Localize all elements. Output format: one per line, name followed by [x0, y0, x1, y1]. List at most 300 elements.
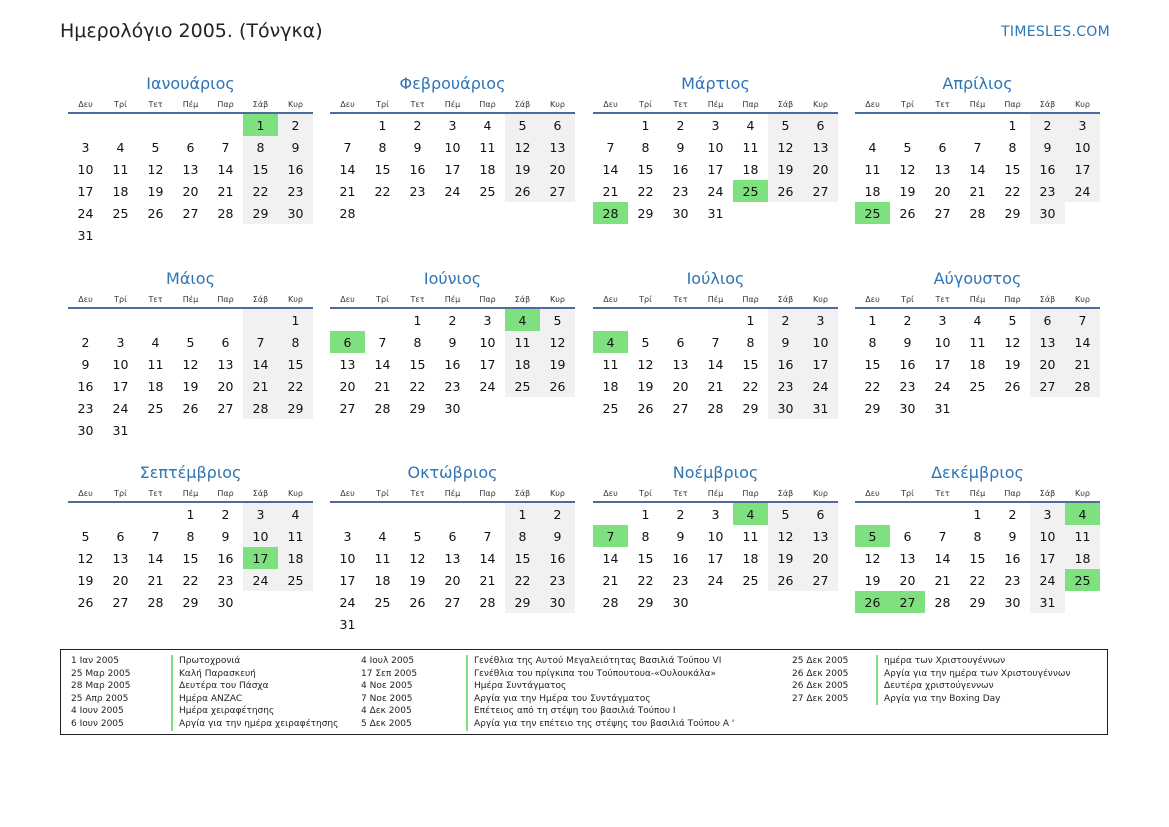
day-cell[interactable]: 3	[1065, 113, 1100, 136]
day-cell[interactable]: 15	[637, 550, 654, 566]
day-cell[interactable]: 5	[768, 502, 803, 525]
day-cell[interactable]: 1	[243, 113, 278, 136]
day-cell[interactable]: 27	[444, 594, 461, 610]
day-cell[interactable]: 24	[707, 183, 724, 199]
day-cell[interactable]: 21	[969, 183, 986, 199]
day-cell[interactable]: 11	[147, 356, 164, 372]
day-cell[interactable]: 29	[969, 594, 986, 610]
day-cell[interactable]: 9	[81, 356, 90, 372]
day-cell[interactable]: 12	[182, 356, 199, 372]
day-cell[interactable]: 18	[147, 378, 164, 394]
day-cell[interactable]: 13	[444, 550, 461, 566]
day-cell[interactable]: 15	[864, 356, 881, 372]
day-cell[interactable]: 2	[448, 312, 457, 328]
day-cell[interactable]: 17	[707, 550, 724, 566]
day-cell[interactable]: 13	[803, 136, 838, 158]
day-cell[interactable]: 9	[1030, 136, 1065, 158]
day-cell[interactable]: 27	[890, 591, 925, 613]
day-cell[interactable]: 2	[540, 502, 575, 525]
day-cell[interactable]: 24	[934, 378, 951, 394]
day-cell[interactable]: 15	[243, 158, 278, 180]
day-cell[interactable]: 4	[505, 308, 540, 331]
day-cell[interactable]: 5	[855, 525, 890, 547]
day-cell[interactable]: 25	[602, 400, 619, 416]
day-cell[interactable]: 28	[602, 594, 619, 610]
day-cell[interactable]: 17	[444, 161, 461, 177]
day-cell[interactable]: 3	[803, 308, 838, 331]
day-cell[interactable]: 24	[1065, 180, 1100, 202]
day-cell[interactable]: 10	[243, 525, 278, 547]
day-cell[interactable]: 22	[409, 378, 426, 394]
day-cell[interactable]: 14	[217, 161, 234, 177]
day-cell[interactable]: 31	[803, 397, 838, 419]
day-cell[interactable]: 24	[444, 183, 461, 199]
day-cell[interactable]: 29	[278, 397, 313, 419]
day-cell[interactable]: 28	[707, 400, 724, 416]
day-cell[interactable]: 18	[374, 572, 391, 588]
day-cell[interactable]: 4	[973, 312, 982, 328]
day-cell[interactable]: 13	[803, 525, 838, 547]
day-cell[interactable]: 28	[593, 202, 628, 224]
day-cell[interactable]: 19	[768, 158, 803, 180]
day-cell[interactable]: 15	[505, 547, 540, 569]
day-cell[interactable]: 13	[899, 550, 916, 566]
day-cell[interactable]: 11	[278, 525, 313, 547]
day-cell[interactable]: 7	[973, 139, 982, 155]
day-cell[interactable]: 2	[278, 113, 313, 136]
day-cell[interactable]: 26	[768, 569, 803, 591]
day-cell[interactable]: 5	[151, 139, 160, 155]
day-cell[interactable]: 29	[243, 202, 278, 224]
day-cell[interactable]: 12	[637, 356, 654, 372]
day-cell[interactable]: 4	[378, 528, 387, 544]
day-cell[interactable]: 31	[339, 616, 356, 632]
day-cell[interactable]: 4	[868, 139, 877, 155]
day-cell[interactable]: 1	[868, 312, 877, 328]
day-cell[interactable]: 11	[864, 161, 881, 177]
day-cell[interactable]: 30	[278, 202, 313, 224]
day-cell[interactable]: 13	[934, 161, 951, 177]
day-cell[interactable]: 31	[934, 400, 951, 416]
day-cell[interactable]: 10	[1030, 525, 1065, 547]
day-cell[interactable]: 18	[602, 378, 619, 394]
day-cell[interactable]: 6	[803, 502, 838, 525]
day-cell[interactable]: 22	[969, 572, 986, 588]
day-cell[interactable]: 29	[182, 594, 199, 610]
day-cell[interactable]: 30	[1004, 594, 1021, 610]
day-cell[interactable]: 16	[409, 161, 426, 177]
day-cell[interactable]: 25	[147, 400, 164, 416]
day-cell[interactable]: 21	[374, 378, 391, 394]
day-cell[interactable]: 31	[1030, 591, 1065, 613]
day-cell[interactable]: 9	[676, 528, 685, 544]
day-cell[interactable]: 25	[112, 205, 129, 221]
day-cell[interactable]: 16	[540, 547, 575, 569]
day-cell[interactable]: 12	[409, 550, 426, 566]
day-cell[interactable]: 20	[444, 572, 461, 588]
day-cell[interactable]: 26	[899, 205, 916, 221]
day-cell[interactable]: 19	[147, 183, 164, 199]
day-cell[interactable]: 20	[803, 547, 838, 569]
day-cell[interactable]: 20	[672, 378, 689, 394]
day-cell[interactable]: 21	[147, 572, 164, 588]
day-cell[interactable]: 8	[243, 136, 278, 158]
day-cell[interactable]: 6	[330, 331, 365, 353]
day-cell[interactable]: 27	[672, 400, 689, 416]
day-cell[interactable]: 9	[768, 331, 803, 353]
day-cell[interactable]: 30	[768, 397, 803, 419]
day-cell[interactable]: 13	[217, 356, 234, 372]
day-cell[interactable]: 15	[278, 353, 313, 375]
day-cell[interactable]: 16	[444, 356, 461, 372]
day-cell[interactable]: 11	[505, 331, 540, 353]
day-cell[interactable]: 7	[343, 139, 352, 155]
day-cell[interactable]: 23	[217, 572, 234, 588]
day-cell[interactable]: 17	[112, 378, 129, 394]
day-cell[interactable]: 22	[742, 378, 759, 394]
day-cell[interactable]: 16	[672, 161, 689, 177]
day-cell[interactable]: 8	[413, 334, 422, 350]
day-cell[interactable]: 7	[221, 139, 230, 155]
day-cell[interactable]: 24	[112, 400, 129, 416]
day-cell[interactable]: 26	[409, 594, 426, 610]
day-cell[interactable]: 2	[221, 506, 230, 522]
day-cell[interactable]: 21	[339, 183, 356, 199]
day-cell[interactable]: 4	[1065, 502, 1100, 525]
day-cell[interactable]: 8	[278, 331, 313, 353]
day-cell[interactable]: 14	[602, 550, 619, 566]
day-cell[interactable]: 10	[77, 161, 94, 177]
day-cell[interactable]: 25	[479, 183, 496, 199]
day-cell[interactable]: 3	[711, 117, 720, 133]
day-cell[interactable]: 9	[903, 334, 912, 350]
day-cell[interactable]: 8	[746, 334, 755, 350]
day-cell[interactable]: 25	[742, 572, 759, 588]
day-cell[interactable]: 23	[672, 183, 689, 199]
day-cell[interactable]: 6	[540, 113, 575, 136]
day-cell[interactable]: 29	[409, 400, 426, 416]
day-cell[interactable]: 26	[855, 591, 890, 613]
day-cell[interactable]: 21	[1065, 353, 1100, 375]
day-cell[interactable]: 10	[1065, 136, 1100, 158]
day-cell[interactable]: 5	[540, 308, 575, 331]
day-cell[interactable]: 15	[374, 161, 391, 177]
day-cell[interactable]: 27	[1030, 375, 1065, 397]
day-cell[interactable]: 17	[243, 547, 278, 569]
day-cell[interactable]: 18	[278, 547, 313, 569]
day-cell[interactable]: 8	[378, 139, 387, 155]
day-cell[interactable]: 2	[81, 334, 90, 350]
day-cell[interactable]: 19	[1004, 356, 1021, 372]
day-cell[interactable]: 15	[409, 356, 426, 372]
day-cell[interactable]: 11	[1065, 525, 1100, 547]
day-cell[interactable]: 17	[1065, 158, 1100, 180]
day-cell[interactable]: 7	[711, 334, 720, 350]
day-cell[interactable]: 5	[413, 528, 422, 544]
day-cell[interactable]: 20	[934, 183, 951, 199]
day-cell[interactable]: 21	[602, 183, 619, 199]
day-cell[interactable]: 1	[641, 506, 650, 522]
day-cell[interactable]: 13	[339, 356, 356, 372]
day-cell[interactable]: 25	[505, 375, 540, 397]
day-cell[interactable]: 19	[899, 183, 916, 199]
day-cell[interactable]: 25	[374, 594, 391, 610]
day-cell[interactable]: 30	[899, 400, 916, 416]
day-cell[interactable]: 2	[676, 506, 685, 522]
day-cell[interactable]: 29	[742, 400, 759, 416]
day-cell[interactable]: 19	[768, 547, 803, 569]
day-cell[interactable]: 19	[540, 353, 575, 375]
day-cell[interactable]: 9	[540, 525, 575, 547]
day-cell[interactable]: 26	[768, 180, 803, 202]
day-cell[interactable]: 13	[1030, 331, 1065, 353]
day-cell[interactable]: 2	[1030, 113, 1065, 136]
day-cell[interactable]: 2	[768, 308, 803, 331]
day-cell[interactable]: 22	[1004, 183, 1021, 199]
day-cell[interactable]: 11	[969, 334, 986, 350]
day-cell[interactable]: 28	[217, 205, 234, 221]
day-cell[interactable]: 11	[602, 356, 619, 372]
day-cell[interactable]: 10	[707, 528, 724, 544]
day-cell[interactable]: 20	[112, 572, 129, 588]
day-cell[interactable]: 1	[413, 312, 422, 328]
day-cell[interactable]: 18	[505, 353, 540, 375]
day-cell[interactable]: 3	[81, 139, 90, 155]
day-cell[interactable]: 15	[969, 550, 986, 566]
day-cell[interactable]: 11	[374, 550, 391, 566]
day-cell[interactable]: 17	[707, 161, 724, 177]
day-cell[interactable]: 21	[707, 378, 724, 394]
day-cell[interactable]: 10	[479, 334, 496, 350]
day-cell[interactable]: 28	[147, 594, 164, 610]
day-cell[interactable]: 23	[1030, 180, 1065, 202]
day-cell[interactable]: 7	[243, 331, 278, 353]
day-cell[interactable]: 30	[672, 594, 689, 610]
day-cell[interactable]: 22	[374, 183, 391, 199]
day-cell[interactable]: 15	[182, 550, 199, 566]
day-cell[interactable]: 10	[707, 139, 724, 155]
day-cell[interactable]: 18	[742, 161, 759, 177]
day-cell[interactable]: 16	[1004, 550, 1021, 566]
day-cell[interactable]: 4	[116, 139, 125, 155]
day-cell[interactable]: 20	[540, 158, 575, 180]
day-cell[interactable]: 22	[637, 572, 654, 588]
day-cell[interactable]: 23	[278, 180, 313, 202]
day-cell[interactable]: 4	[278, 502, 313, 525]
day-cell[interactable]: 20	[182, 183, 199, 199]
day-cell[interactable]: 21	[602, 572, 619, 588]
day-cell[interactable]: 2	[413, 117, 422, 133]
day-cell[interactable]: 24	[243, 569, 278, 591]
day-cell[interactable]: 6	[938, 139, 947, 155]
day-cell[interactable]: 12	[768, 136, 803, 158]
day-cell[interactable]: 12	[147, 161, 164, 177]
day-cell[interactable]: 2	[903, 312, 912, 328]
day-cell[interactable]: 15	[1004, 161, 1021, 177]
day-cell[interactable]: 19	[864, 572, 881, 588]
day-cell[interactable]: 11	[479, 139, 496, 155]
day-cell[interactable]: 29	[864, 400, 881, 416]
day-cell[interactable]: 3	[483, 312, 492, 328]
day-cell[interactable]: 26	[637, 400, 654, 416]
day-cell[interactable]: 8	[868, 334, 877, 350]
day-cell[interactable]: 5	[1008, 312, 1017, 328]
day-cell[interactable]: 22	[505, 569, 540, 591]
day-cell[interactable]: 6	[116, 528, 125, 544]
day-cell[interactable]: 1	[746, 312, 755, 328]
day-cell[interactable]: 21	[243, 375, 278, 397]
day-cell[interactable]: 5	[641, 334, 650, 350]
day-cell[interactable]: 6	[676, 334, 685, 350]
day-cell[interactable]: 10	[339, 550, 356, 566]
day-cell[interactable]: 12	[540, 331, 575, 353]
day-cell[interactable]: 18	[864, 183, 881, 199]
day-cell[interactable]: 28	[374, 400, 391, 416]
day-cell[interactable]: 28	[934, 594, 951, 610]
day-cell[interactable]: 1	[378, 117, 387, 133]
day-cell[interactable]: 10	[444, 139, 461, 155]
day-cell[interactable]: 3	[711, 506, 720, 522]
day-cell[interactable]: 12	[77, 550, 94, 566]
day-cell[interactable]: 28	[243, 397, 278, 419]
day-cell[interactable]: 1	[505, 502, 540, 525]
day-cell[interactable]: 14	[707, 356, 724, 372]
day-cell[interactable]: 1	[973, 506, 982, 522]
day-cell[interactable]: 20	[1030, 353, 1065, 375]
day-cell[interactable]: 22	[182, 572, 199, 588]
day-cell[interactable]: 22	[864, 378, 881, 394]
day-cell[interactable]: 14	[339, 161, 356, 177]
day-cell[interactable]: 8	[973, 528, 982, 544]
day-cell[interactable]: 25	[855, 202, 890, 224]
day-cell[interactable]: 29	[505, 591, 540, 613]
day-cell[interactable]: 18	[742, 550, 759, 566]
day-cell[interactable]: 16	[217, 550, 234, 566]
day-cell[interactable]: 13	[182, 161, 199, 177]
day-cell[interactable]: 11	[742, 139, 759, 155]
day-cell[interactable]: 17	[339, 572, 356, 588]
day-cell[interactable]: 24	[707, 572, 724, 588]
day-cell[interactable]: 20	[339, 378, 356, 394]
day-cell[interactable]: 8	[641, 528, 650, 544]
day-cell[interactable]: 20	[899, 572, 916, 588]
day-cell[interactable]: 27	[182, 205, 199, 221]
day-cell[interactable]: 17	[934, 356, 951, 372]
day-cell[interactable]: 18	[969, 356, 986, 372]
day-cell[interactable]: 28	[479, 594, 496, 610]
day-cell[interactable]: 11	[112, 161, 129, 177]
day-cell[interactable]: 6	[1030, 308, 1065, 331]
day-cell[interactable]: 3	[343, 528, 352, 544]
day-cell[interactable]: 2	[676, 117, 685, 133]
day-cell[interactable]: 12	[864, 550, 881, 566]
day-cell[interactable]: 17	[77, 183, 94, 199]
day-cell[interactable]: 13	[112, 550, 129, 566]
day-cell[interactable]: 6	[903, 528, 912, 544]
day-cell[interactable]: 23	[77, 400, 94, 416]
day-cell[interactable]: 30	[77, 422, 94, 438]
day-cell[interactable]: 27	[803, 569, 838, 591]
day-cell[interactable]: 26	[182, 400, 199, 416]
day-cell[interactable]: 22	[278, 375, 313, 397]
day-cell[interactable]: 7	[593, 525, 628, 547]
day-cell[interactable]: 23	[899, 378, 916, 394]
day-cell[interactable]: 21	[934, 572, 951, 588]
day-cell[interactable]: 15	[742, 356, 759, 372]
day-cell[interactable]: 8	[1008, 139, 1017, 155]
day-cell[interactable]: 26	[505, 180, 540, 202]
day-cell[interactable]: 14	[374, 356, 391, 372]
day-cell[interactable]: 14	[479, 550, 496, 566]
day-cell[interactable]: 14	[147, 550, 164, 566]
day-cell[interactable]: 3	[938, 312, 947, 328]
day-cell[interactable]: 17	[479, 356, 496, 372]
day-cell[interactable]: 11	[742, 528, 759, 544]
day-cell[interactable]: 18	[112, 183, 129, 199]
day-cell[interactable]: 25	[278, 569, 313, 591]
day-cell[interactable]: 27	[934, 205, 951, 221]
day-cell[interactable]: 27	[217, 400, 234, 416]
day-cell[interactable]: 26	[147, 205, 164, 221]
day-cell[interactable]: 1	[278, 308, 313, 331]
day-cell[interactable]: 12	[505, 136, 540, 158]
day-cell[interactable]: 27	[540, 180, 575, 202]
day-cell[interactable]: 9	[448, 334, 457, 350]
day-cell[interactable]: 6	[186, 139, 195, 155]
day-cell[interactable]: 5	[903, 139, 912, 155]
day-cell[interactable]: 7	[1065, 308, 1100, 331]
day-cell[interactable]: 23	[409, 183, 426, 199]
day-cell[interactable]: 25	[1065, 569, 1100, 591]
day-cell[interactable]: 19	[77, 572, 94, 588]
day-cell[interactable]: 24	[1030, 569, 1065, 591]
day-cell[interactable]: 22	[243, 180, 278, 202]
day-cell[interactable]: 15	[637, 161, 654, 177]
day-cell[interactable]: 3	[243, 502, 278, 525]
day-cell[interactable]: 7	[378, 334, 387, 350]
day-cell[interactable]: 23	[1004, 572, 1021, 588]
day-cell[interactable]: 30	[217, 594, 234, 610]
day-cell[interactable]: 16	[77, 378, 94, 394]
day-cell[interactable]: 28	[339, 205, 356, 221]
day-cell[interactable]: 28	[1065, 375, 1100, 397]
day-cell[interactable]: 27	[803, 180, 838, 202]
day-cell[interactable]: 7	[483, 528, 492, 544]
day-cell[interactable]: 16	[278, 158, 313, 180]
day-cell[interactable]: 23	[672, 572, 689, 588]
day-cell[interactable]: 14	[243, 353, 278, 375]
day-cell[interactable]: 27	[112, 594, 129, 610]
day-cell[interactable]: 25	[733, 180, 768, 202]
day-cell[interactable]: 24	[77, 205, 94, 221]
day-cell[interactable]: 3	[1030, 502, 1065, 525]
day-cell[interactable]: 30	[540, 591, 575, 613]
day-cell[interactable]: 1	[186, 506, 195, 522]
day-cell[interactable]: 21	[479, 572, 496, 588]
day-cell[interactable]: 22	[637, 183, 654, 199]
day-cell[interactable]: 24	[339, 594, 356, 610]
day-cell[interactable]: 1	[1008, 117, 1017, 133]
day-cell[interactable]: 4	[733, 502, 768, 525]
day-cell[interactable]: 7	[151, 528, 160, 544]
day-cell[interactable]: 23	[444, 378, 461, 394]
day-cell[interactable]: 4	[483, 117, 492, 133]
day-cell[interactable]: 31	[112, 422, 129, 438]
day-cell[interactable]: 19	[637, 378, 654, 394]
day-cell[interactable]: 4	[151, 334, 160, 350]
day-cell[interactable]: 28	[969, 205, 986, 221]
day-cell[interactable]: 26	[540, 375, 575, 397]
